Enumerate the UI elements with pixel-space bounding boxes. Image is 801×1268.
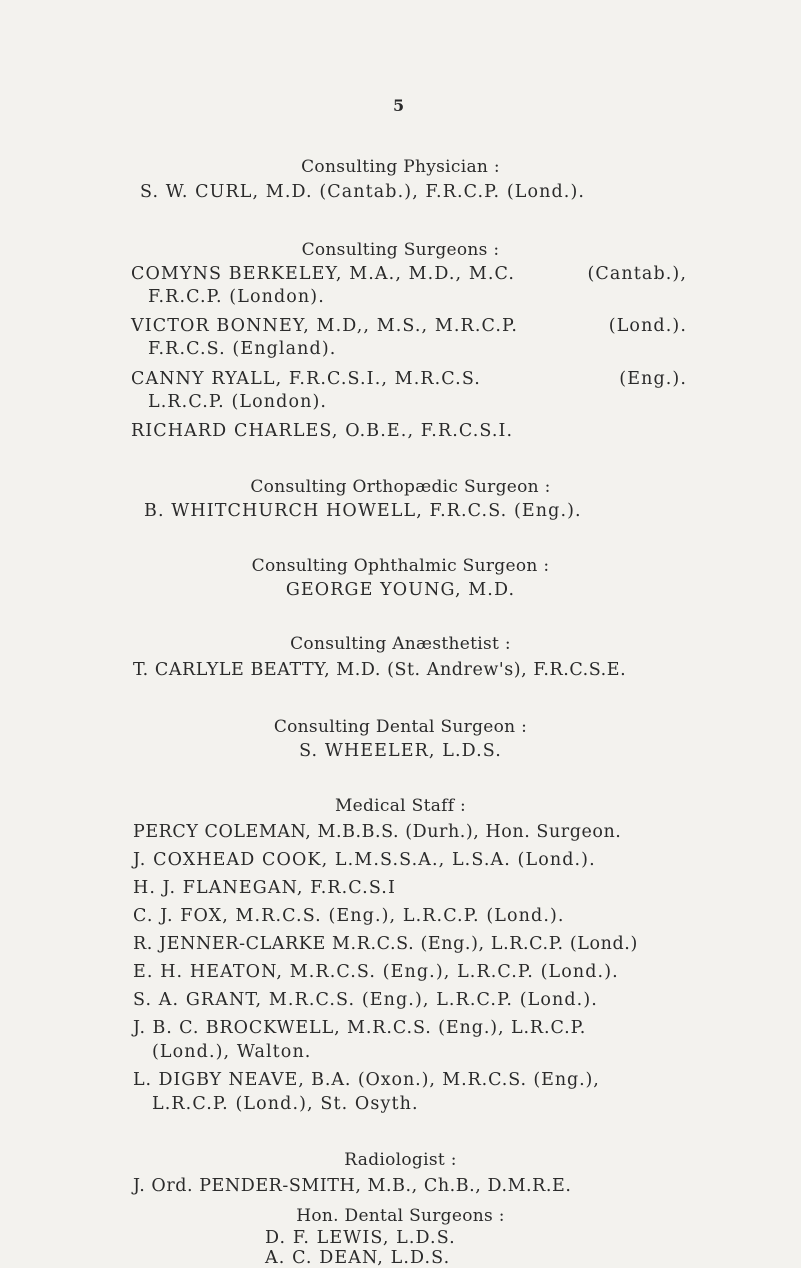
entry-flanegan: H. J. FLANEGAN, F.R.C.S.I <box>133 878 396 898</box>
heading-ophthalmic-surgeon: Consulting Ophthalmic Surgeon : <box>251 556 550 576</box>
entry-curl: S. W. CURL, M.D. (Cantab.), F.R.C.P. (Lond.). <box>140 182 586 202</box>
page-number: 5 <box>393 96 405 115</box>
entry-heaton: E. H. HEATON, M.R.C.S. (Eng.), L.R.C.P. (Lond.). <box>133 962 619 982</box>
entry-pender-smith: J. Ord. PENDER-SMITH, M.B., Ch.B., D.M.R.E. <box>133 1176 572 1196</box>
entry-bonney-end: (Lond.). <box>608 316 687 336</box>
entry-brockwell: J. B. C. BROCKWELL, M.R.C.S. (Eng.), L.R.C.P. <box>133 1018 587 1038</box>
entry-ryall-end: (Eng.). <box>619 369 687 389</box>
heading-anaesthetist: Consulting Anæsthetist : <box>290 634 511 654</box>
entry-ryall-cont: L.R.C.P. (London). <box>148 392 328 412</box>
entry-berkeley <box>131 264 687 284</box>
entry-berkeley-end: (Cantab.), <box>587 264 687 284</box>
entry-ryall <box>131 369 687 389</box>
entry-neave: L. DIGBY NEAVE, B.A. (Oxon.), M.R.C.S. (Eng.), <box>133 1070 600 1090</box>
heading-medical-staff: Medical Staff : <box>334 796 467 816</box>
entry-grant: S. A. GRANT, M.R.C.S. (Eng.), L.R.C.P. (Lond.). <box>133 990 598 1010</box>
entry-coleman: PERCY COLEMAN, M.B.B.S. (Durh.), Hon. Surgeon. <box>133 822 622 842</box>
entry-bonney-cont: F.R.C.S. (England). <box>148 339 337 359</box>
heading-consulting-physician: Consulting Physician : <box>301 157 500 177</box>
heading-radiologist: Radiologist : <box>344 1150 457 1170</box>
entry-cook: J. COXHEAD COOK, L.M.S.S.A., L.S.A. (Lond.). <box>133 850 596 870</box>
entry-wheeler: S. WHEELER, L.D.S. <box>299 741 502 761</box>
entry-bonney <box>131 316 687 336</box>
entry-berkeley-main: COMYNS BERKELEY, M.A., M.D., M.C. <box>131 264 516 284</box>
heading-orthopaedic-surgeon: Consulting Orthopædic Surgeon : <box>250 477 551 497</box>
entry-young: GEORGE YOUNG, M.D. <box>285 580 516 600</box>
entry-howell: B. WHITCHURCH HOWELL, F.R.C.S. (Eng.). <box>144 501 582 521</box>
entry-neave-cont: L.R.C.P. (Lond.), St. Osyth. <box>152 1094 419 1114</box>
entry-dean: A. C. DEAN, L.D.S. <box>265 1248 451 1268</box>
heading-hon-dental-surgeons: Hon. Dental Surgeons : <box>296 1206 505 1226</box>
entry-charles: RICHARD CHARLES, O.B.E., F.R.C.S.I. <box>131 421 514 441</box>
heading-consulting-surgeons: Consulting Surgeons : <box>301 240 500 260</box>
entry-ryall-main: CANNY RYALL, F.R.C.S.I., M.R.C.S. <box>131 369 481 389</box>
entry-brockwell-cont: (Lond.), Walton. <box>152 1042 312 1062</box>
entry-bonney-main: VICTOR BONNEY, M.D,, M.S., M.R.C.P. <box>131 316 519 336</box>
heading-dental-surgeon: Consulting Dental Surgeon : <box>273 717 528 737</box>
entry-jenner-clarke: R. JENNER-CLARKE M.R.C.S. (Eng.), L.R.C.P. (Lond.) <box>133 934 638 954</box>
entry-beatty: T. CARLYLE BEATTY, M.D. (St. Andrew's), F.R.C.S.E. <box>133 660 627 680</box>
entry-lewis: D. F. LEWIS, L.D.S. <box>265 1228 456 1248</box>
entry-fox: C. J. FOX, M.R.C.S. (Eng.), L.R.C.P. (Lond.). <box>133 906 565 926</box>
entry-berkeley-cont: F.R.C.P. (London). <box>148 287 325 307</box>
